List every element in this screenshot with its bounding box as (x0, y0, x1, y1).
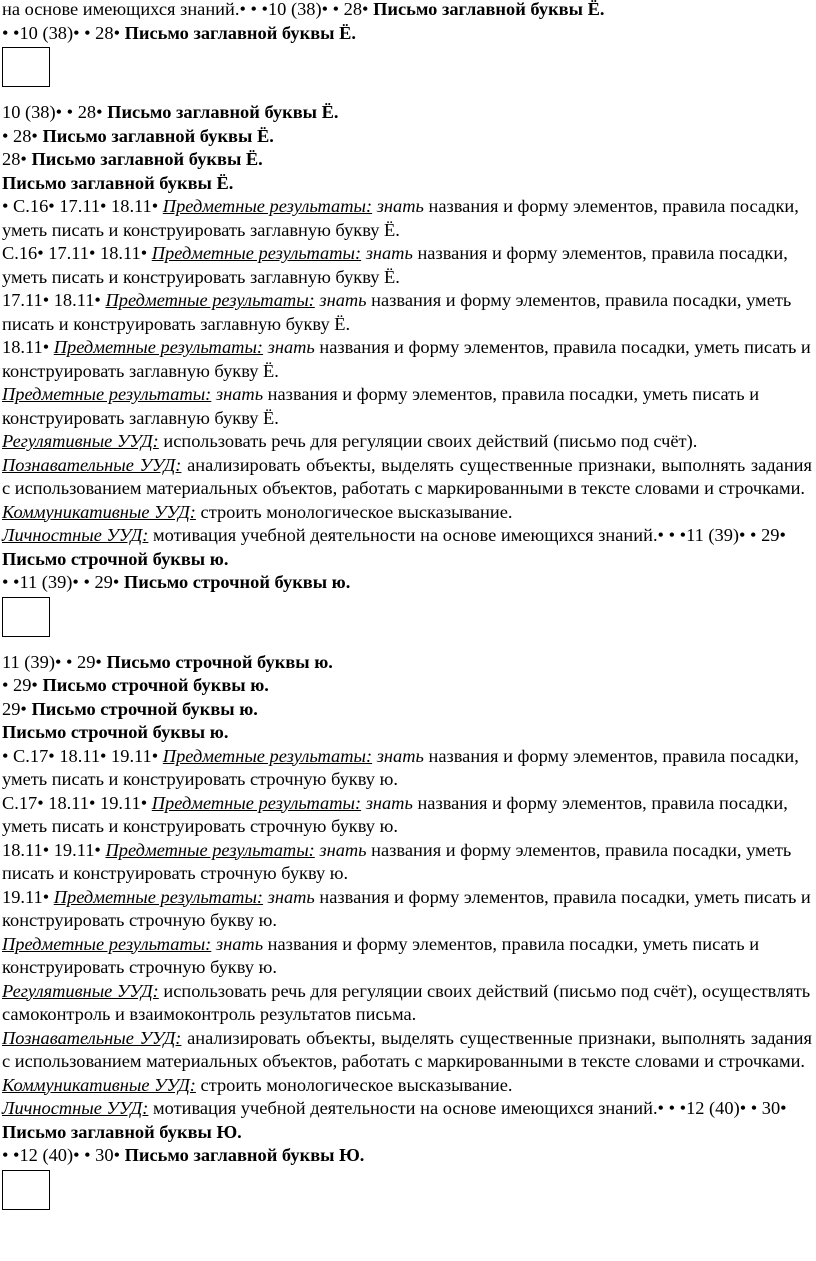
text-run: С.17• 18.11• 19.11• (2, 792, 152, 813)
emphasis-word: знать (215, 384, 264, 404)
text-run: на основе имеющихся знаний.• • •10 (38)• • 28• (2, 0, 374, 19)
text-paragraph (2, 430, 812, 454)
text-paragraph (2, 1027, 812, 1074)
text-run: • 29• (2, 675, 43, 695)
text-paragraph (2, 1074, 812, 1098)
text-paragraph (2, 1097, 812, 1144)
section-label: Предметные результаты: (2, 384, 212, 404)
text-run: названия и форму элементов, правила посадки, уметь писать и конструировать строчную букву ю. (2, 792, 788, 836)
section-label: Регулятивные УУД: (2, 980, 159, 1001)
text-line (2, 125, 812, 149)
lesson-title: Письмо заглавной буквы Ю. (124, 1145, 365, 1165)
text-run: названия и форму элементов, правила посадки, уметь писать и конструировать заглавную букву Ё. (2, 243, 788, 287)
lesson-title: Письмо заглавной буквы Ё. (42, 125, 274, 146)
text-line (2, 0, 812, 22)
text-run: • •11 (39)• • 29• (2, 572, 124, 592)
lesson-title: Письмо заглавной буквы Ё. (2, 172, 234, 193)
emphasis-word: знать (365, 243, 413, 263)
text-run: мотивация учебной деятельности на основе имеющихся знаний.• • •11 (39)• • 29• (148, 525, 786, 545)
text-paragraph (2, 289, 812, 336)
text-paragraph (2, 501, 812, 525)
text-line (2, 571, 812, 595)
lesson-title: Письмо строчной буквы ю. (42, 675, 269, 695)
text-run: строить монологическое высказывание. (195, 501, 513, 522)
text-paragraph (2, 839, 812, 886)
text-run: названия и форму элементов, правила посадки, уметь писать и конструировать заглавную букву Ё. (2, 337, 811, 381)
text-run: названия и форму элементов, правила посадки, уметь писать и конструировать заглавную букву Ё. (2, 384, 760, 428)
section-label: Познавательные УУД: (2, 454, 182, 475)
text-paragraph (2, 383, 812, 430)
text-run: • •10 (38)• • 28• (2, 22, 125, 43)
text-run: • С.17• 18.11• 19.11• (2, 745, 163, 766)
text-run: С.16• 17.11• 18.11• (2, 243, 152, 263)
lesson-title: Письмо строчной буквы ю. (2, 722, 229, 742)
text-paragraph (2, 195, 812, 242)
text-run: анализировать объекты, выделять существенные признаки, выполнять задания с использованием материальных объектов, работать с маркированными в тексте словами и строчками. (2, 1027, 812, 1071)
text-run: названия и форму элементов, правила посадки, уметь писать и конструировать заглавную букву Ё. (2, 196, 799, 240)
text-line (2, 101, 812, 125)
lesson-title: Письмо строчной буквы ю. (123, 572, 351, 592)
lesson-title: Письмо заглавной буквы Ё. (31, 149, 263, 169)
text-paragraph (2, 242, 812, 289)
text-run: строить монологическое высказывание. (195, 1074, 513, 1095)
text-run: анализировать объекты, выделять существенные признаки, выполнять задания с использованием материальных объектов, работать с маркированными в тексте словами и строчками. (2, 454, 812, 498)
section-label: Личностные УУД: (2, 525, 149, 545)
document-page (2, 0, 812, 1214)
text-line (2, 651, 812, 675)
text-line (2, 721, 812, 745)
section-label: Предметные результаты: (151, 243, 362, 263)
section-label: Познавательные УУД: (2, 1027, 182, 1048)
text-paragraph (2, 886, 812, 933)
text-line (2, 148, 812, 172)
text-run: названия и форму элементов, правила посадки, уметь писать и конструировать строчную букву ю. (2, 886, 811, 930)
section-label: Регулятивные УУД: (2, 431, 159, 451)
text-run: 19.11• (2, 886, 54, 907)
emphasis-word: знать (376, 745, 424, 766)
lesson-title: Письмо заглавной буквы Ю. (2, 1121, 242, 1142)
emphasis-word: знать (215, 933, 264, 954)
text-paragraph (2, 336, 812, 383)
section-label: Предметные результаты: (53, 886, 264, 907)
emphasis-word: знать (365, 792, 413, 813)
empty-box (2, 47, 50, 87)
text-line (2, 172, 812, 196)
lesson-title: Письмо заглавной буквы Ё. (124, 22, 356, 43)
text-run: 18.11• 19.11• (2, 839, 106, 860)
text-line (2, 22, 812, 46)
text-run: • 28• (2, 125, 43, 146)
text-paragraph (2, 745, 812, 792)
text-run: мотивация учебной деятельности на основе имеющихся знаний.• • •12 (40)• • 30• (148, 1098, 787, 1118)
text-run: использовать речь для регуляции своих действий (письмо под счёт). (158, 431, 698, 451)
emphasis-word: знать (319, 839, 367, 860)
section-label: Предметные результаты: (2, 933, 212, 954)
text-line (2, 674, 812, 698)
text-run: 10 (38)• • 28• (2, 102, 108, 122)
text-paragraph (2, 933, 812, 980)
text-run: 11 (39)• • 29• (2, 651, 107, 672)
text-paragraph (2, 524, 812, 571)
text-run: • С.16• 17.11• 18.11• (2, 196, 163, 216)
text-run: названия и форму элементов, правила посадки, уметь писать и конструировать заглавную букву Ё. (2, 290, 792, 334)
section-label: Предметные результаты: (151, 792, 362, 813)
emphasis-word: знать (376, 196, 424, 216)
lesson-title: Письмо строчной буквы ю. (106, 651, 333, 672)
lesson-title: Письмо заглавной буквы Ё. (107, 102, 339, 122)
text-run: 28• (2, 149, 32, 169)
text-run: названия и форму элементов, правила посадки, уметь писать и конструировать строчную букву ю. (2, 839, 792, 883)
text-paragraph (2, 980, 812, 1027)
empty-box (2, 1170, 50, 1210)
section-label: Предметные результаты: (162, 745, 373, 766)
text-paragraph (2, 454, 812, 501)
text-run: 18.11• (2, 337, 54, 357)
spacer (2, 641, 812, 651)
empty-box (2, 597, 50, 637)
text-run: 17.11• 18.11• (2, 290, 106, 310)
text-paragraph (2, 792, 812, 839)
emphasis-word: знать (267, 886, 315, 907)
section-label: Предметные результаты: (162, 196, 373, 216)
emphasis-word: знать (319, 290, 367, 310)
text-run: названия и форму элементов, правила посадки, уметь писать и конструировать строчную букву ю. (2, 745, 799, 789)
text-run: использовать речь для регуляции своих действий (письмо под счёт), осуществлять самоконтроль и взаимоконтроль результатов письма. (2, 980, 811, 1024)
text-run: названия и форму элементов, правила посадки, уметь писать и конструировать строчную букву ю. (2, 933, 760, 977)
section-label: Предметные результаты: (105, 839, 315, 860)
text-run: • •12 (40)• • 30• (2, 1145, 125, 1165)
text-line (2, 698, 812, 722)
text-line (2, 1144, 812, 1168)
section-label: Коммуникативные УУД: (2, 501, 196, 522)
section-label: Коммуникативные УУД: (2, 1074, 196, 1095)
spacer (2, 91, 812, 101)
lesson-title: Письмо заглавной буквы Ё. (373, 0, 605, 19)
lesson-title: Письмо строчной буквы ю. (31, 698, 258, 719)
lesson-title: Письмо строчной буквы ю. (2, 548, 229, 569)
section-label: Предметные результаты: (105, 290, 315, 310)
text-run: 29• (2, 698, 32, 719)
section-label: Предметные результаты: (53, 337, 264, 357)
section-label: Личностные УУД: (2, 1098, 149, 1118)
emphasis-word: знать (267, 337, 315, 357)
